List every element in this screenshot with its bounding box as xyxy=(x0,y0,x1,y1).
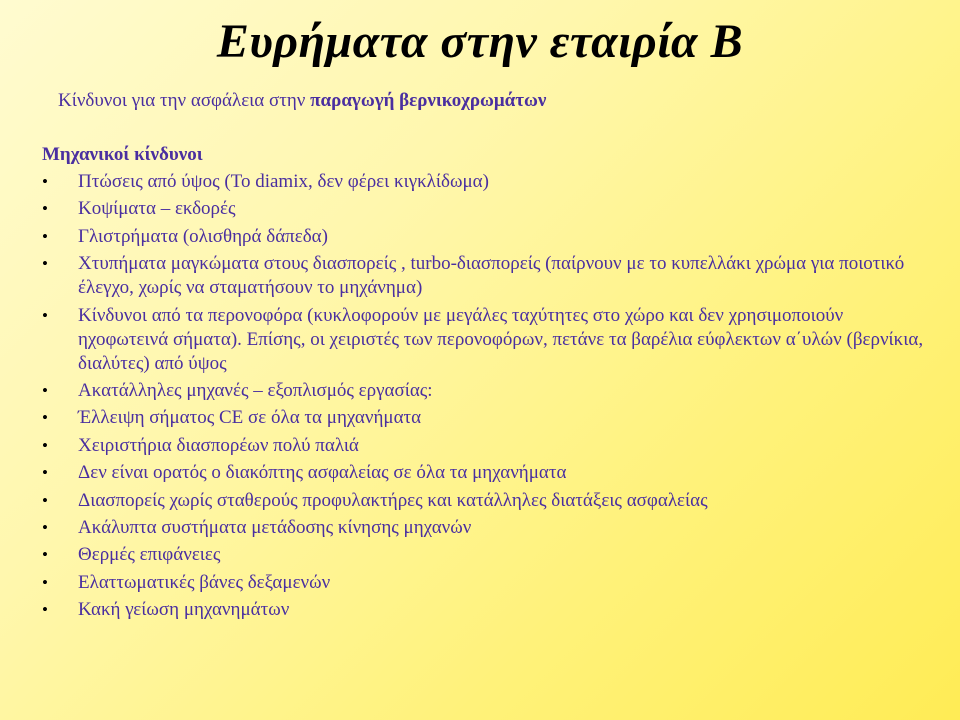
list-item: • Κίνδυνοι από τα περονοφόρα (κυκλοφορούν με μεγάλες ταχύτητες στο χώρο και δεν χρησιμοποιούν ηχοφωτεινά σήματα). Επίσης, οι χειριστές των περονοφόρων, πετάνε τα βαρέλια εύφλεκτων α΄υλών (βερνίκια, διαλύτες) από ύψος xyxy=(40,304,930,376)
list-item: • Ακατάλληλες μηχανές – εξοπλισμός εργασίας: xyxy=(40,379,930,403)
hazard-list xyxy=(40,170,930,625)
subtitle-emphasis: παραγωγή βερνικοχρωμάτων xyxy=(310,90,547,111)
list-item: • Έλλειψη σήματος CE σε όλα τα μηχανήματα xyxy=(40,406,930,430)
list-item: • Πτώσεις από ύψος (Το diamix, δεν φέρει κιγκλίδωμα) xyxy=(40,170,930,194)
list-item: • Διασπορείς χωρίς σταθερούς προφυλακτήρες και κατάλληλες διατάξεις ασφαλείας xyxy=(40,489,930,513)
list-item: • Κακή γείωση μηχανημάτων xyxy=(40,598,930,622)
list-item: • Γλιστρήματα (ολισθηρά δάπεδα) xyxy=(40,225,930,249)
slide-title: Ευρήματα στην εταιρία Β xyxy=(216,15,744,68)
slide-subtitle xyxy=(58,90,546,112)
list-item: • Δεν είναι ορατός ο διακόπτης ασφαλείας σε όλα τα μηχανήματα xyxy=(40,461,930,485)
list-item: • Κοψίματα – εκδορές xyxy=(40,197,930,221)
list-item: • Χτυπήματα μαγκώματα στους διασπορείς , turbo-διασπορείς (παίρνουν με το κυπελλάκι χρώμα για ποιοτικό έλεγχο, χωρίς να σταματήσουν το μηχάνημα) xyxy=(40,252,930,300)
list-item: • Χειριστήρια διασπορέων πολύ παλιά xyxy=(40,434,930,458)
list-item: • Ακάλυπτα συστήματα μετάδοσης κίνησης μηχανών xyxy=(40,516,930,540)
list-item: • Θερμές επιφάνειες xyxy=(40,543,930,567)
list-item: • Ελαττωματικές βάνες δεξαμενών xyxy=(40,571,930,595)
section-heading: Μηχανικοί κίνδυνοι xyxy=(42,144,203,165)
subtitle-text: Κίνδυνοι για την ασφάλεια στην xyxy=(58,90,311,111)
